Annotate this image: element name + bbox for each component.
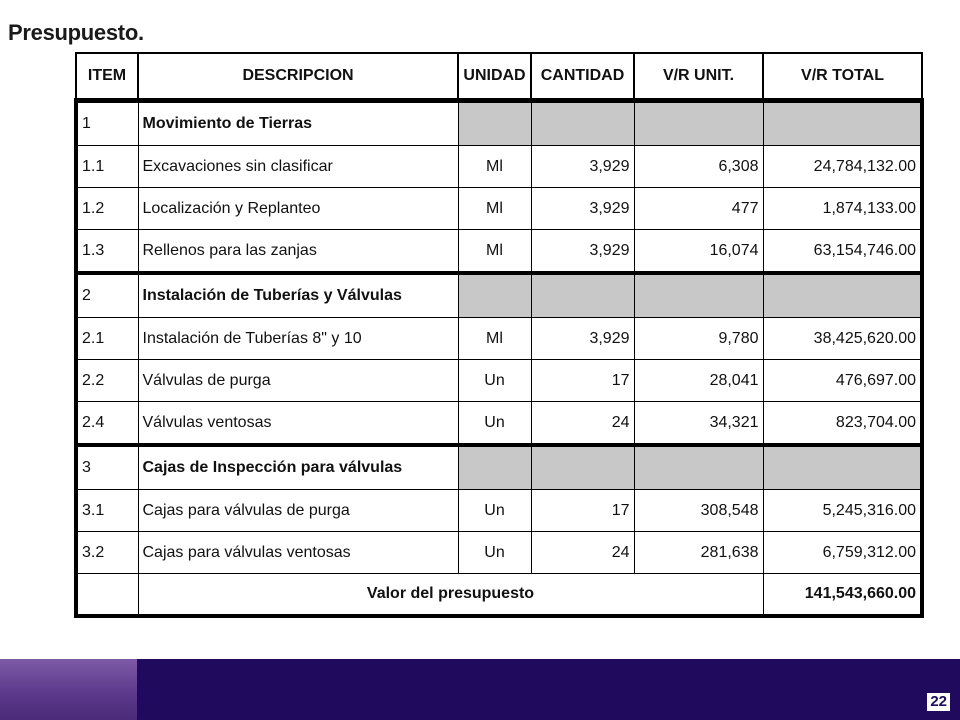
- page-number: 22: [927, 693, 950, 711]
- page-title: Presupuesto.: [8, 20, 144, 45]
- row-unit: Ml: [458, 318, 531, 360]
- budget-sheet: [74, 52, 920, 638]
- row-quantity: 3,929: [531, 230, 634, 274]
- row-item: 3.2: [76, 532, 138, 574]
- section-shade: [458, 445, 531, 490]
- row-quantity: 3,929: [531, 146, 634, 188]
- row-description: Válvulas de purga: [138, 360, 458, 402]
- table-row: [76, 318, 922, 360]
- row-total: 24,784,132.00: [763, 146, 922, 188]
- section-name: Instalación de Tuberías y Válvulas: [138, 273, 458, 318]
- section-shade: [531, 273, 634, 318]
- row-unit: Ml: [458, 230, 531, 274]
- header-descripcion: DESCRIPCION: [138, 53, 458, 101]
- row-unit: Un: [458, 360, 531, 402]
- row-quantity: 24: [531, 532, 634, 574]
- section-shade: [634, 445, 763, 490]
- total-row: [76, 574, 922, 617]
- section-shade: [458, 273, 531, 318]
- total-empty-cell: [76, 574, 138, 617]
- row-description: Localización y Replanteo: [138, 188, 458, 230]
- row-unit-price: 28,041: [634, 360, 763, 402]
- header-vr-unit: V/R UNIT.: [634, 53, 763, 101]
- row-description: Rellenos para las zanjas: [138, 230, 458, 274]
- table-row: [76, 490, 922, 532]
- header-item: ITEM: [76, 53, 138, 101]
- table-row: [76, 532, 922, 574]
- section-shade: [634, 101, 763, 146]
- row-quantity: 17: [531, 360, 634, 402]
- section-shade: [763, 101, 922, 146]
- row-quantity: 3,929: [531, 318, 634, 360]
- row-item: 2.2: [76, 360, 138, 402]
- section-shade: [531, 445, 634, 490]
- header-cantidad: CANTIDAD: [531, 53, 634, 101]
- row-item: 1.2: [76, 188, 138, 230]
- section-row: [76, 273, 922, 318]
- row-unit-price: 281,638: [634, 532, 763, 574]
- section-item: 3: [76, 445, 138, 490]
- header-vr-total: V/R TOTAL: [763, 53, 922, 101]
- total-label: Valor del presupuesto: [138, 574, 763, 617]
- row-description: Excavaciones sin clasificar: [138, 146, 458, 188]
- row-unit-price: 477: [634, 188, 763, 230]
- row-total: 6,759,312.00: [763, 532, 922, 574]
- footer-accent-block: [0, 659, 137, 720]
- row-quantity: 3,929: [531, 188, 634, 230]
- row-item: 2.1: [76, 318, 138, 360]
- table-row: [76, 230, 922, 274]
- row-item: 3.1: [76, 490, 138, 532]
- row-item: 2.4: [76, 402, 138, 446]
- row-quantity: 24: [531, 402, 634, 446]
- section-item: 1: [76, 101, 138, 146]
- section-shade: [531, 101, 634, 146]
- row-quantity: 17: [531, 490, 634, 532]
- row-total: 63,154,746.00: [763, 230, 922, 274]
- row-description: Cajas para válvulas ventosas: [138, 532, 458, 574]
- section-shade: [634, 273, 763, 318]
- row-unit: Ml: [458, 188, 531, 230]
- table-row: [76, 146, 922, 188]
- row-total: 38,425,620.00: [763, 318, 922, 360]
- total-value: 141,543,660.00: [763, 574, 922, 617]
- section-name: Movimiento de Tierras: [138, 101, 458, 146]
- table-row: [76, 188, 922, 230]
- row-total: 5,245,316.00: [763, 490, 922, 532]
- budget-table: [74, 52, 924, 618]
- row-unit-price: 34,321: [634, 402, 763, 446]
- section-row: [76, 445, 922, 490]
- section-shade: [458, 101, 531, 146]
- section-name: Cajas de Inspección para válvulas: [138, 445, 458, 490]
- budget-body: [76, 101, 922, 617]
- row-description: Válvulas ventosas: [138, 402, 458, 446]
- row-total: 823,704.00: [763, 402, 922, 446]
- table-row: [76, 360, 922, 402]
- row-unit: Un: [458, 490, 531, 532]
- section-row: [76, 101, 922, 146]
- row-total: 1,874,133.00: [763, 188, 922, 230]
- row-unit-price: 9,780: [634, 318, 763, 360]
- row-unit: Ml: [458, 146, 531, 188]
- row-item: 1.3: [76, 230, 138, 274]
- section-shade: [763, 445, 922, 490]
- header-unidad: UNIDAD: [458, 53, 531, 101]
- section-item: 2: [76, 273, 138, 318]
- row-unit-price: 16,074: [634, 230, 763, 274]
- row-item: 1.1: [76, 146, 138, 188]
- row-total: 476,697.00: [763, 360, 922, 402]
- row-unit-price: 6,308: [634, 146, 763, 188]
- footer-bar: [137, 659, 960, 720]
- table-header-row: [76, 53, 922, 101]
- row-unit: Un: [458, 402, 531, 446]
- row-unit: Un: [458, 532, 531, 574]
- row-description: Instalación de Tuberías 8" y 10: [138, 318, 458, 360]
- row-description: Cajas para válvulas de purga: [138, 490, 458, 532]
- section-shade: [763, 273, 922, 318]
- row-unit-price: 308,548: [634, 490, 763, 532]
- table-row: [76, 402, 922, 446]
